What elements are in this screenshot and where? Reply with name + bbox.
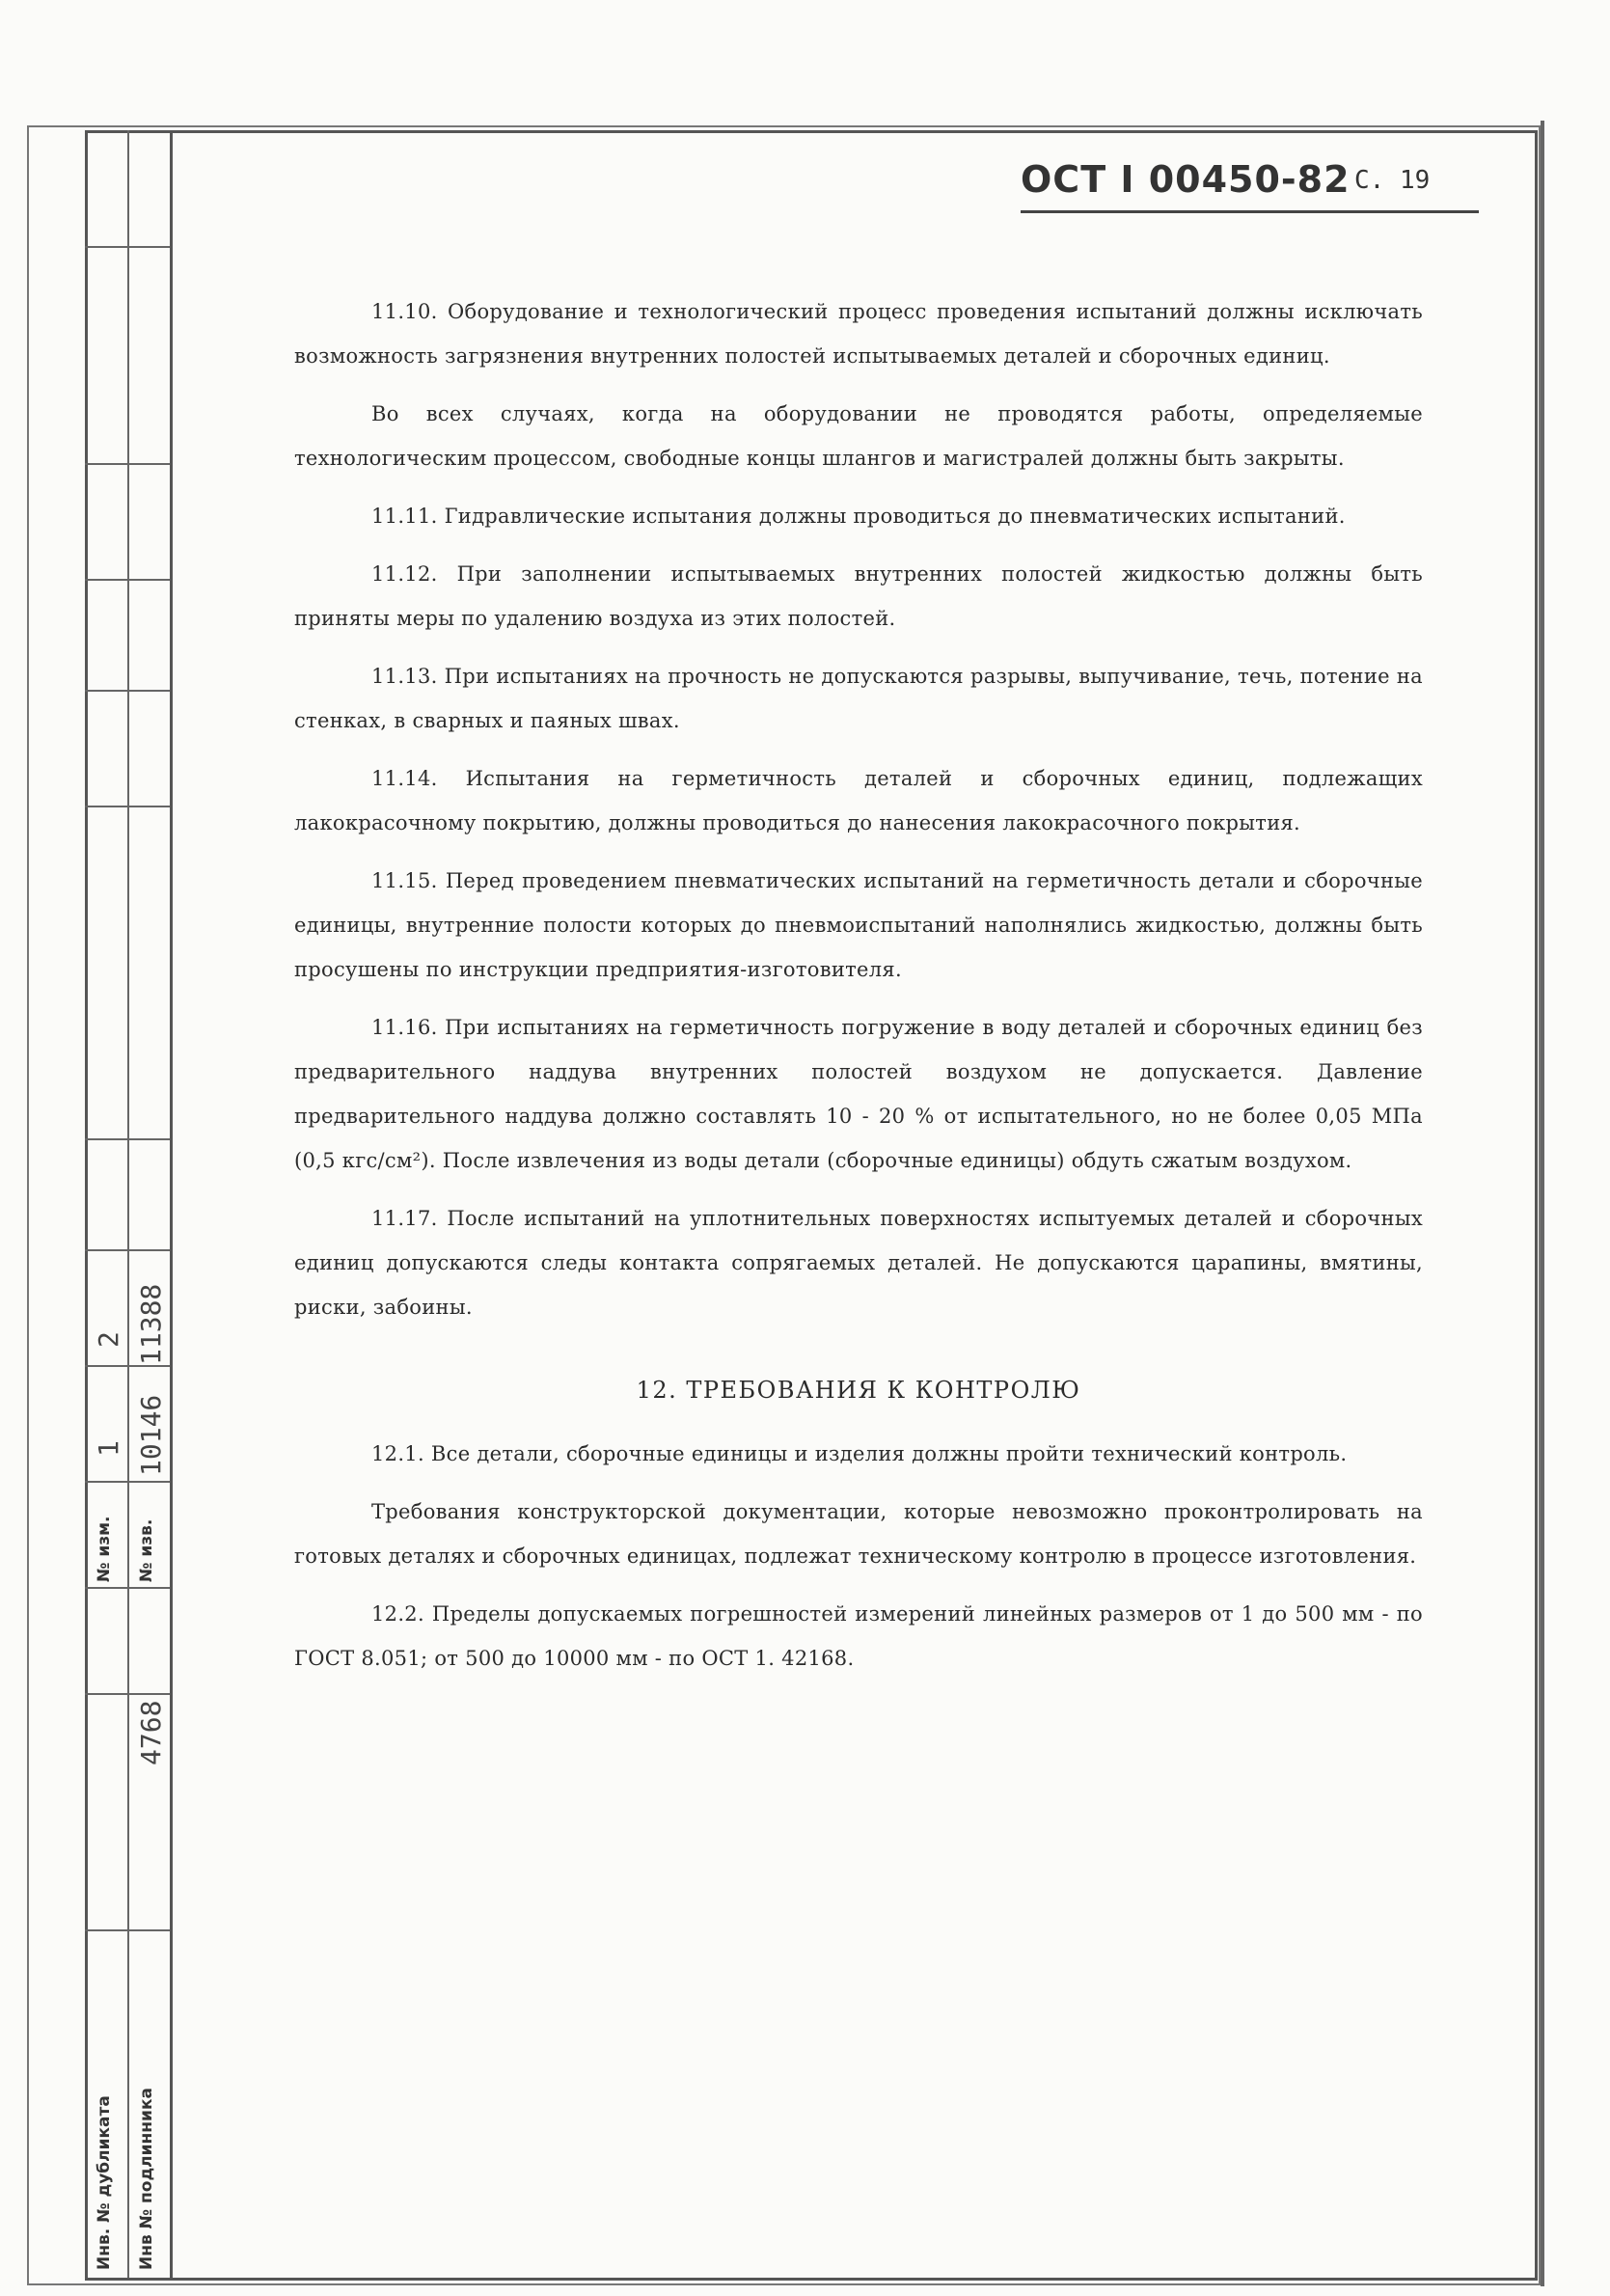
document-code: ОСТ I 00450-82 — [1021, 158, 1351, 201]
right-edge-line — [1541, 121, 1544, 2286]
duplicate-inventory-label: Инв. № дубликата — [95, 2095, 114, 2270]
rev-number-label: № изм. — [95, 1516, 114, 1582]
strip-rule — [85, 806, 170, 807]
strip-rule — [85, 1481, 170, 1483]
strip-rule — [85, 1249, 170, 1251]
section-heading: 12. ТРЕБОВАНИЯ К КОНТРОЛЮ — [636, 1377, 1081, 1404]
strip-rule — [85, 1587, 170, 1589]
strip-divider — [127, 130, 129, 2278]
paragraph: 11.13. При испытаниях на прочность не допускаются разрывы, выпучивание, течь, потение на стенках, в сварных и паяных швах. — [294, 665, 1423, 732]
strip-rule — [85, 1693, 170, 1695]
page-number: С. 19 — [1354, 166, 1431, 195]
strip-rule — [85, 579, 170, 581]
original-inventory-label: Инв № подлинника — [137, 2088, 156, 2270]
notice-number-label: № изв. — [137, 1518, 156, 1582]
paragraph: 11.15. Перед проведением пневматических испытаний на герметичность детали и сборочные единицы, внутренние полости которых до пневмоиспытаний наполнялись жидкостью, должны быть просушены по инструкции предприятия-изготовителя. — [294, 869, 1423, 981]
paragraph: Во всех случаях, когда на оборудовании не проводятся работы, определяемые технологическим процессом, свободные концы шлангов и магистралей должны быть закрыты. — [294, 402, 1423, 470]
paragraph: 11.10. Оборудование и технологический процесс проведения испытаний должны исключать возможность загрязнения внутренних полостей испытываемых деталей и сборочных единиц. — [294, 300, 1423, 368]
original-inventory-number: 4768 — [135, 1700, 167, 1765]
paragraph: 11.17. После испытаний на уплотнительных поверхностях испытуемых деталей и сборочных единиц допускаются следы контакта сопрягаемых деталей. Не допускаются царапины, вмятины, риски, забоины. — [294, 1207, 1423, 1319]
notice-2: 11388 — [135, 1283, 167, 1365]
paragraph: Требования конструкторской документации, которые невозможно проконтролировать на готовых деталях и сборочных единицах, подлежат техническому контролю в процессе изготовления. — [294, 1500, 1423, 1568]
paragraph: 12.1. Все детали, сборочные единицы и изделия должны пройти технический контроль. — [371, 1442, 1348, 1465]
strip-rule — [85, 1929, 170, 1931]
paragraph: 12.2. Пределы допускаемых погрешностей измерений линейных размеров от 1 до 500 мм - по ГОСТ 8.051; от 500 до 10000 мм - по ОСТ 1. 42168. — [294, 1602, 1423, 1670]
paragraph: 11.16. При испытаниях на герметичность погружение в воду деталей и сборочных единиц без предварительного наддува внутренних полостей воздухом не допускается. Давление предварительного наддува должно составлять 10 - 20 % от испытательного, но не более 0,05 МПа (0,5 кгс/см²). После извлечения из воды детали (сборочные единицы) обдуть сжатым воздухом. — [294, 1016, 1423, 1172]
header-underline — [1021, 210, 1479, 213]
strip-rule — [85, 690, 170, 692]
paragraph: 11.14. Испытания на герметичность деталей и сборочных единиц, подлежащих лакокрасочному покрытию, должны проводиться до нанесения лакокрасочного покрытия. — [294, 767, 1423, 834]
document-body — [294, 289, 1423, 1694]
revision-1: 1 — [93, 1440, 124, 1457]
strip-rule — [85, 246, 170, 248]
paragraph: 11.12. При заполнении испытываемых внутренних полостей жидкостью должны быть приняты меры по удалению воздуха из этих полостей. — [294, 562, 1423, 630]
paragraph: 11.11. Гидравлические испытания должны проводиться до пневматических испытаний. — [371, 505, 1346, 528]
strip-rule — [85, 463, 170, 465]
page-header — [1021, 152, 1479, 210]
notice-1: 10146 — [135, 1394, 167, 1476]
revision-2: 2 — [93, 1331, 124, 1348]
strip-rule — [85, 1138, 170, 1140]
strip-rule — [85, 1365, 170, 1367]
side-stamp-strip — [85, 130, 173, 2278]
